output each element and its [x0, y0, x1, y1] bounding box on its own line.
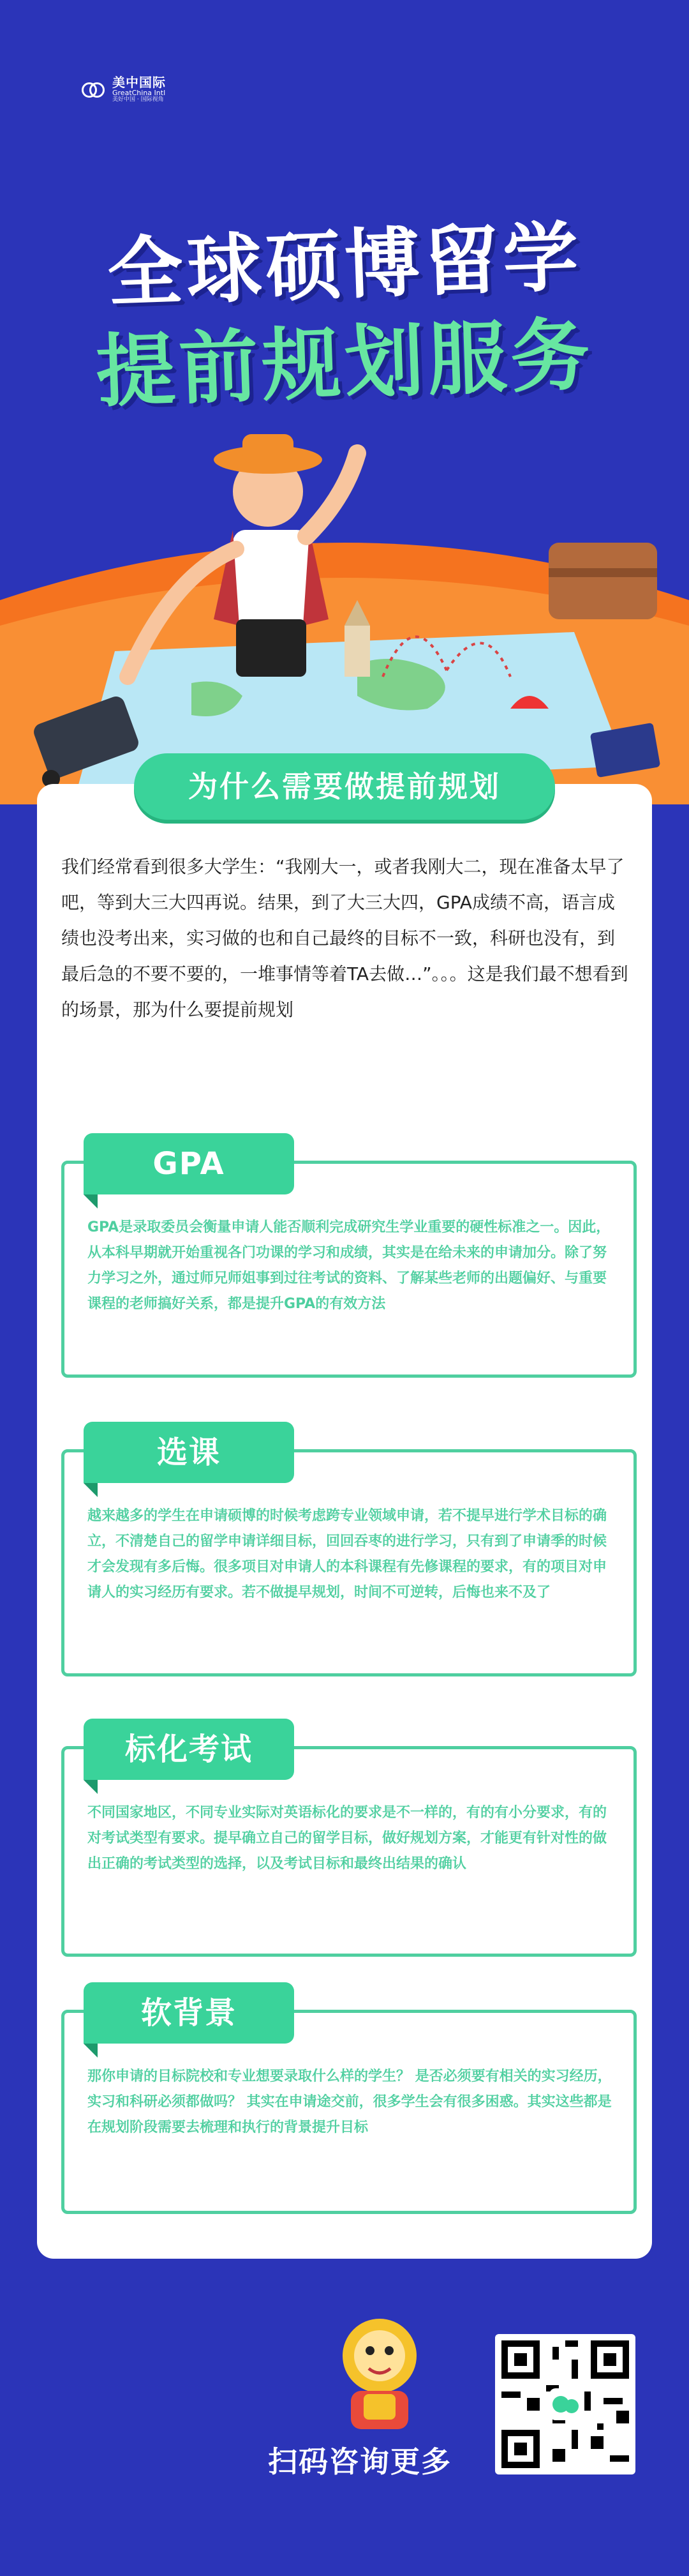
hero-title-line2: 提前规划服务 [94, 309, 595, 419]
mascot-icon [332, 2311, 427, 2432]
suitcase-icon [549, 543, 657, 619]
hero-illustration [0, 409, 689, 804]
section-title: GPA [84, 1133, 294, 1194]
intro-paragraph: 我们经常看到很多大学生：“我刚大一，或者我刚大二，现在准备太早了吧，等到大三大四再说。结果，到了大三大四，GPA成绩不高，语言成绩也没考出来，实习做的也和自己最终的目标不一致，科研也没有，到最后急的不要不要的，一堆事情等着TA去做…”。。。这是我们最不想看到的场景，那为什么要提前规划 [61, 856, 628, 1020]
section-course-selection [61, 1435, 637, 1676]
landmark-icon [344, 626, 370, 677]
brand-tagline: 美好中国 · 国际视角 [112, 96, 164, 103]
section-title: 选课 [84, 1422, 294, 1483]
brand-name-en: GreatChina Intl [112, 89, 166, 97]
section-body: 那你申请的目标院校和专业想要录取什么样的学生？ 是否必须要有相关的实习经历，实习和科研必须都做吗？ 其实在申请途交前，很多学生会有很多困惑。其实这些都是在规划阶段需要去梳理和执行的背景提升目标 [87, 2068, 612, 2135]
logo-mark-icon [82, 77, 106, 102]
brand-logo [82, 75, 166, 103]
section-body: GPA是录取委员会衡量申请人能否顺利完成研究生学业重要的硬性标准之一。因此，从本科早期就开始重视各门功课的学习和成绩，其实是在给未来的申请加分。除了努力学习之外，通过师兄师姐事到过往考试的资料、了解某些老师的出题偏好、与重要课程的老师搞好关系，都是提升GPA的有效方法 [87, 1219, 611, 1312]
section-gpa [61, 1146, 637, 1378]
section-title: 软背景 [84, 1982, 294, 2044]
section-body: 不同国家地区，不同专业实际对英语标化的要求是不一样的，有的有小分要求，有的对考试类型有要求。提早确立自己的留学目标，做好规划方案，才能更有针对性的做出正确的考试类型的选择，以及考试目标和最终出结果的确认 [87, 1805, 607, 1872]
brand-name-cn: 美中国际 [112, 75, 166, 90]
why-heading: 为什么需要做提前规划 [134, 753, 555, 820]
section-soft-background [61, 1995, 637, 2214]
hero-title-line1: 全球硕博留学 [106, 213, 584, 317]
traveler-legs [236, 619, 306, 677]
section-body: 越来越多的学生在申请硕博的时候考虑跨专业领域申请，若不提早进行学术目标的确立，不清楚自己的留学申请详细目标，回回吞枣的进行学习，只有到了申请季的时候才会发现有多后悔。很多项目对申请人的本科课程有先修课程的要求，有的项目对申请人的实习经历有要求。若不做提早规划，时间不可逆转，后悔也来不及了 [87, 1508, 607, 1601]
section-standardized-tests [61, 1731, 637, 1957]
section-title: 标化考试 [84, 1719, 294, 1780]
scan-for-more-label: 扫码咨询更多 [268, 2444, 452, 2479]
qr-code[interactable] [495, 2334, 635, 2474]
traveler-body [233, 530, 309, 626]
qr-code-icon [495, 2334, 635, 2474]
